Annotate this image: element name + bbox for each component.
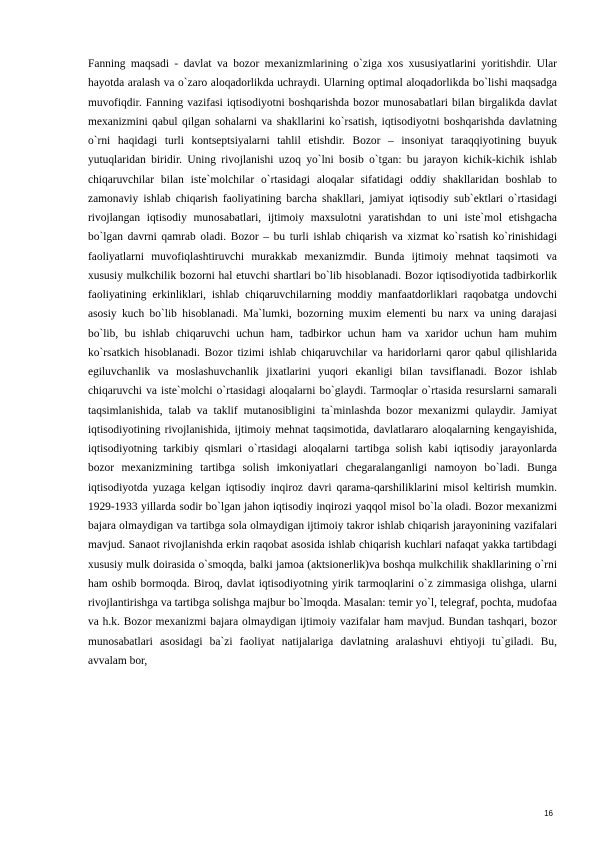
body-text (88, 55, 557, 671)
paragraph: Fanning maqsadi - davlat va bozor mexanizmlarining o`ziga xos xususiyatlarini yoritishdir. Ular hayotda aralash va o`zaro aloqadorlikda uchraydi. Ularning optimal aloqadorlikda bo`lishi maqsadga muvofiqdir. Fanning vazifasi iqtisodiyotni boshqarishda bozor munosabatlari bilan birgalikda davlat mexanizmini qabul qilgan sohalarni va shakllarini ko`rsatish, iqtisodiyotni boshqarishda davlatning o`rni haqidagi turli kontseptsiyalarni tahlil etishdir. Bozor – insoniyat taraqqiyotining buyuk yutuqlaridan biridir. Uning rivojlanishi uzoq yo`lni bosib o`tgan: bu jarayon kichik-kichik ishlab chiqaruvchilar bilan iste`molchilar o`rtasidagi aloqalar sifatidagi oddiy shakllaridan boshlab to zamonaviy ishlab chiqarish faoliyatining barcha shakllari, jamiyat iqtisodiy sub`ektlari o`rtasidagi rivojlangan iqtisodiy munosabatlari, ijtimoiy maxsulotni yaratishdan to uni iste`mol etishgacha bo`lgan davrni qamrab oladi. Bozor – bu turli ishlab chiqarish va xizmat ko`rsatish ko`rinishidagi faoliyatlarni muvofiqlashtiruvchi murakkab mexanizmdir. Bunda ijtimoiy mehnat taqsimoti va xususiy mulkchilik bozorni hal etuvchi shartlari bo`lib hisoblanadi. Bozor iqtisodiyotida tadbirkorlik faoliyatining erkinliklari, ishlab chiqaruvchilarning moddiy manfaatdorliklari raqobatga undovchi asosiy kuch bo`lib hisoblanadi. Ma`lumki, bozorning muxim elementi bu narx va uning darajasi bo`lib, bu ishlab chiqaruvchi uchun ham, tadbirkor uchun ham va xaridor uchun ham muhim ko`rsatkich hisoblanadi. Bozor tizimi ishlab chiqaruvchilar va haridorlarni qaror qabul qilishlarida egiluvchanlik va moslashuvchanlik jixatlarini yuqori ekanligi bilan tavsiflanadi. Bozor ishlab chiqaruvchi va iste`molchi o`rtasidagi aloqalarni bo`glaydi. Tarmoqlar o`rtasida resurslarni samarali taqsimlanishida, talab va taklif mutanosibligini ta`minlashda bozor mexanizmi qulaydir. Jamiyat iqtisodiyotining rivojlanishida, ijtimoiy mehnat taqsimotida, davlatlararo aloqalarning kengayishida, iqtisodiyotning tarkibiy qismlari o`rtasidagi aloqalarni tartibga solish kabi iqtisodiy jarayonlarda bozor mexanizmining tartibga solish imkoniyatlari chegaralanganligi namoyon bo`ladi. Bunga iqtisodiyotda yuzaga kelgan iqtisodiy inqiroz davri qarama-qarshiliklarini misol keltirish mumkin. 1929-1933 yillarda sodir bo`lgan jahon iqtisodiy inqirozi yaqqol misol bo`la oladi. Bozor mexanizmi bajara olmaydigan va tartibga sola olmaydigan ijtimoiy takror ishlab chiqarish jarayonining vazifalari mavjud. Sanaot rivojlanishda erkin raqobat asosida ishlab chiqarish kuchlari nafaqat yakka tartibdagi xususiy mulk doirasida o`smoqda, balki jamoa (aktsionerlik)va boshqa mulkchilik shakllarining o`rni ham oshib bormoqda. Biroq, davlat iqtisodiyotning yirik tarmoqlarini o`z zimmasiga olishga, ularni rivojlantirishga va tartibga solishga majbur bo`lmoqda. Masalan: temir yo`l, telegraf, pochta, mudofaa va h.k. Bozor mexanizmi bajara olmaydigan ijtimoiy vazifalar ham mavjud. Bundan tashqari, bozor munosabatlari asosidagi ba`zi faoliyat natijalariga davlatning aralashuvi ehtiyoji tu`giladi. Bu, avvalam bor, (88, 58, 557, 667)
page-number: 16 (544, 809, 553, 818)
